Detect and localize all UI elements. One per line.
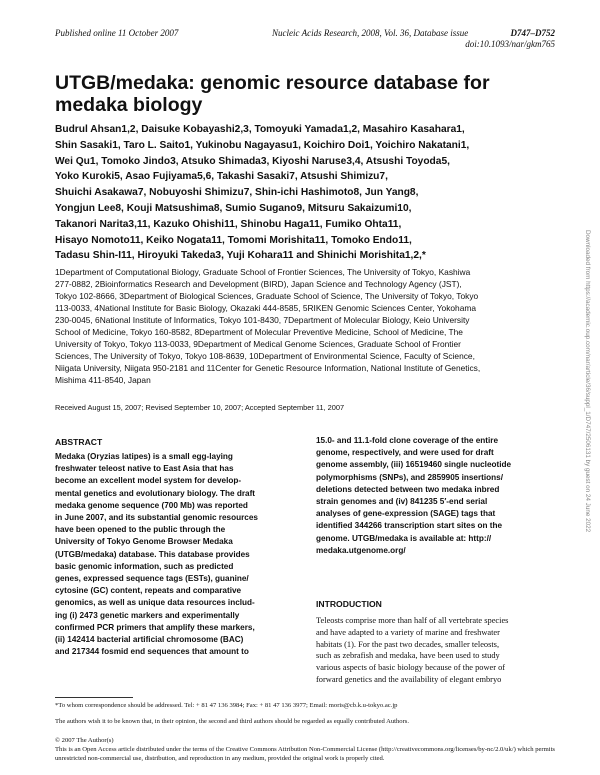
abstract-line: medaka genome sequence (700 Mb) was reported — [55, 500, 248, 510]
copyright-line: © 2007 The Author(s) — [55, 737, 114, 744]
download-note: Downloaded from https://academic.oup.com/nar/article/36/suppl_1/D747/2506131 by guest on 24 June 2022 — [584, 230, 591, 533]
abstract-line: cytosine (GC) content, repeats and comparative — [55, 586, 242, 596]
affiliation-line: 113-0033, 4National Institute for Basic Biology, Okazaki 444-8585, 5RIKEN Genomic Sciences Center, Yokohama — [55, 303, 476, 313]
abstract-line: become an excellent model system for develop- — [55, 476, 242, 486]
intro-line: Teleosts comprise more than half of all vertebrate species — [316, 616, 509, 625]
abstract-line: strain genomes and (iv) 841235 5′-end serial — [316, 497, 488, 507]
intro-line: such as zebrafish and medaka, have been used to study — [316, 651, 500, 661]
abstract-line: basic genomic information, such as predicted — [55, 561, 234, 571]
correspondence-footnote: *To whom correspondence should be addressed. Tel: + 81 47 136 3984; Fax: + 81 47 136 3977; Email: moris@cb.k.u-tokyo.ac.jp — [55, 702, 398, 709]
abstract-line: deletions detected between two medaka inbred — [316, 484, 500, 494]
download-watermark — [583, 230, 593, 690]
introduction-heading: INTRODUCTION — [316, 599, 382, 609]
abstract-line: genome, respectively, and were used for draft — [316, 448, 494, 458]
published-date: Published online 11 October 2007 — [55, 28, 179, 38]
abstract-line: and 217344 fosmid end sequences that amount to — [55, 647, 249, 657]
affiliation-line: 277-0882, 2Bioinformatics Research and Development (BIRD), Japan Science and Technology Agency (JST), — [55, 279, 462, 289]
author-line: Shuichi Asakawa7, Nobuyoshi Shimizu7, Shin-ichi Hashimoto8, Jun Yang8, — [55, 187, 419, 199]
affiliation-line: Mishima 411-8540, Japan — [55, 375, 151, 385]
author-line: Yongjun Lee8, Kouji Matsushima8, Sumio Sugano9, Mitsuru Sakaizumi10, — [55, 202, 412, 214]
affiliation-line: Tokyo 102-8666, 3Department of Biological Sciences, Graduate School of Science, The University of Tokyo, Tokyo — [55, 291, 479, 301]
author-line: Tadasu Shin-I11, Hiroyuki Takeda3, Yuji Kohara11 and Shinichi Morishita1,2,* — [55, 250, 426, 262]
affiliations — [55, 266, 533, 386]
footnote-divider — [55, 697, 133, 698]
abstract-line: genomics, as well as unique data resources includ- — [55, 598, 255, 608]
doi: doi:10.1093/nar/gkm765 — [465, 39, 555, 49]
abstract-line: identified 344266 transcription start sites on the — [316, 521, 503, 531]
abstract-line: (ii) 142414 bacterial artificial chromosome (BAC) — [55, 635, 244, 645]
abstract-right-column — [316, 435, 563, 557]
intro-line: and have adapted to a variety of marine and freshwater — [316, 627, 500, 637]
abstract-line: Medaka (Oryzias latipes) is a small egg-laying — [55, 452, 233, 461]
abstract-line: mental genetics and evolutionary biology. The draft — [55, 488, 256, 498]
intro-line: habitats (1). For the past two decades, smaller teleosts, — [316, 639, 500, 649]
abstract-line: have been opened to the public through the — [55, 525, 226, 535]
paper-title: UTGB/medaka: genomic resource database for medaka biology — [55, 72, 490, 116]
author-line: Budrul Ahsan1,2, Daisuke Kobayashi2,3, Tomoyuki Yamada1,2, Masahiro Kasahara1, — [55, 124, 465, 135]
abstract-left-column — [55, 451, 305, 658]
abstract-line: (UTGB/medaka) database. This database provides — [55, 549, 250, 559]
author-line: Takanori Narita3,11, Kazuko Ohishi11, Shinobu Haga11, Fumiko Ohta11, — [55, 218, 402, 230]
author-line: Wei Qu1, Tomoko Jindo3, Atsuko Shimada3, Kiyoshi Naruse3,4, Atsushi Toyoda5, — [55, 155, 450, 167]
author-list — [55, 122, 525, 264]
abstract-line: in June 2007, and its substantial genomic resources — [55, 513, 258, 523]
affiliation-line: Niigata University, Niigata 950-2181 and 11Center for Genetic Resource Information, National Institute of Genetics, — [55, 363, 481, 373]
abstract-line: 15.0- and 11.1-fold clone coverage of the entire — [316, 436, 498, 445]
abstract-line: genome assembly, (iii) 16519460 single nucleotide — [316, 460, 512, 470]
abstract-line: ing (i) 2473 genetic markers and experimentally — [55, 610, 240, 620]
abstract-line: genes, expressed sequence tags (ESTs), guanine/ — [55, 574, 249, 584]
journal-citation: Nucleic Acids Research, 2008, Vol. 36, Database issue — [272, 28, 469, 38]
affiliation-line: 1Department of Computational Biology, Graduate School of Frontier Sciences, The University of Tokyo, Kashiwa — [55, 267, 471, 277]
abstract-line: analyses of gene-expression (SAGE) tags that — [316, 509, 496, 519]
license-text: This is an Open Access article distributed under the terms of the Creative Commons Attribution Non-Commercial License (http://creativecommons.org/licenses/by-nc/2.0/uk/) which permits unrestricted non-commercial use, distribution, and reproduction in any medium, provided the original work is properly cited. — [55, 746, 555, 762]
abstract-line: University of Tokyo Genome Browser Medaka — [55, 537, 233, 547]
abstract-line: medaka.utgenome.org/ — [316, 545, 406, 555]
equal-contribution-footnote: The authors wish it to be known that, in their opinion, the second and third authors should be regarded as equally contributed Authors. — [55, 718, 409, 725]
introduction-text — [316, 615, 563, 686]
intro-line: various aspects of basic biology because of the power of — [316, 663, 506, 673]
abstract-line: genome. UTGB/medaka is available at: http:// — [316, 533, 492, 543]
abstract-line: polymorphisms (SNPs), and 2859905 insertions/ — [316, 472, 504, 482]
page-range-doi — [465, 28, 555, 50]
author-line: Shin Sasaki1, Taro L. Saito1, Yukinobu Nagayasu1, Koichiro Doi1, Yoichiro Nakatani1, — [55, 139, 470, 151]
abstract-line: confirmed PCR primers that amplify these markers, — [55, 622, 255, 632]
affiliation-line: University of Tokyo, Tokyo 113-0033, 9Department of Medical Genome Sciences, Graduate School of Frontier — [55, 339, 461, 349]
abstract-line: freshwater teleost native to East Asia that has — [55, 464, 234, 474]
author-line: Yoko Kuroki5, Asao Fujiyama5,6, Takashi Sasaki7, Atsushi Shimizu7, — [55, 171, 388, 183]
affiliation-line: Sciences, The University of Tokyo, Tokyo 108-8639, 10Department of Environmental Science, Faculty of Science, — [55, 351, 475, 361]
submission-dates: Received August 15, 2007; Revised September 10, 2007; Accepted September 11, 2007 — [55, 403, 345, 412]
page-range: D747–D752 — [510, 28, 555, 38]
license-block — [55, 736, 565, 763]
author-line: Hisayo Nomoto11, Keiko Nogata11, Tomomi Morishita11, Tomoko Endo11, — [55, 234, 412, 246]
affiliation-line: School of Medicine, Tokyo 160-8582, 8Department of Molecular Preventive Medicine, School of Medicine, The — [55, 327, 463, 337]
intro-line: forward genetics and the availability of elegant embryo — [316, 674, 502, 684]
affiliation-line: 230-0045, 6National Institute of Informatics, Tokyo 101-8430, 7Department of Molecular Biology, Keio University — [55, 315, 470, 325]
abstract-heading: ABSTRACT — [55, 437, 103, 447]
